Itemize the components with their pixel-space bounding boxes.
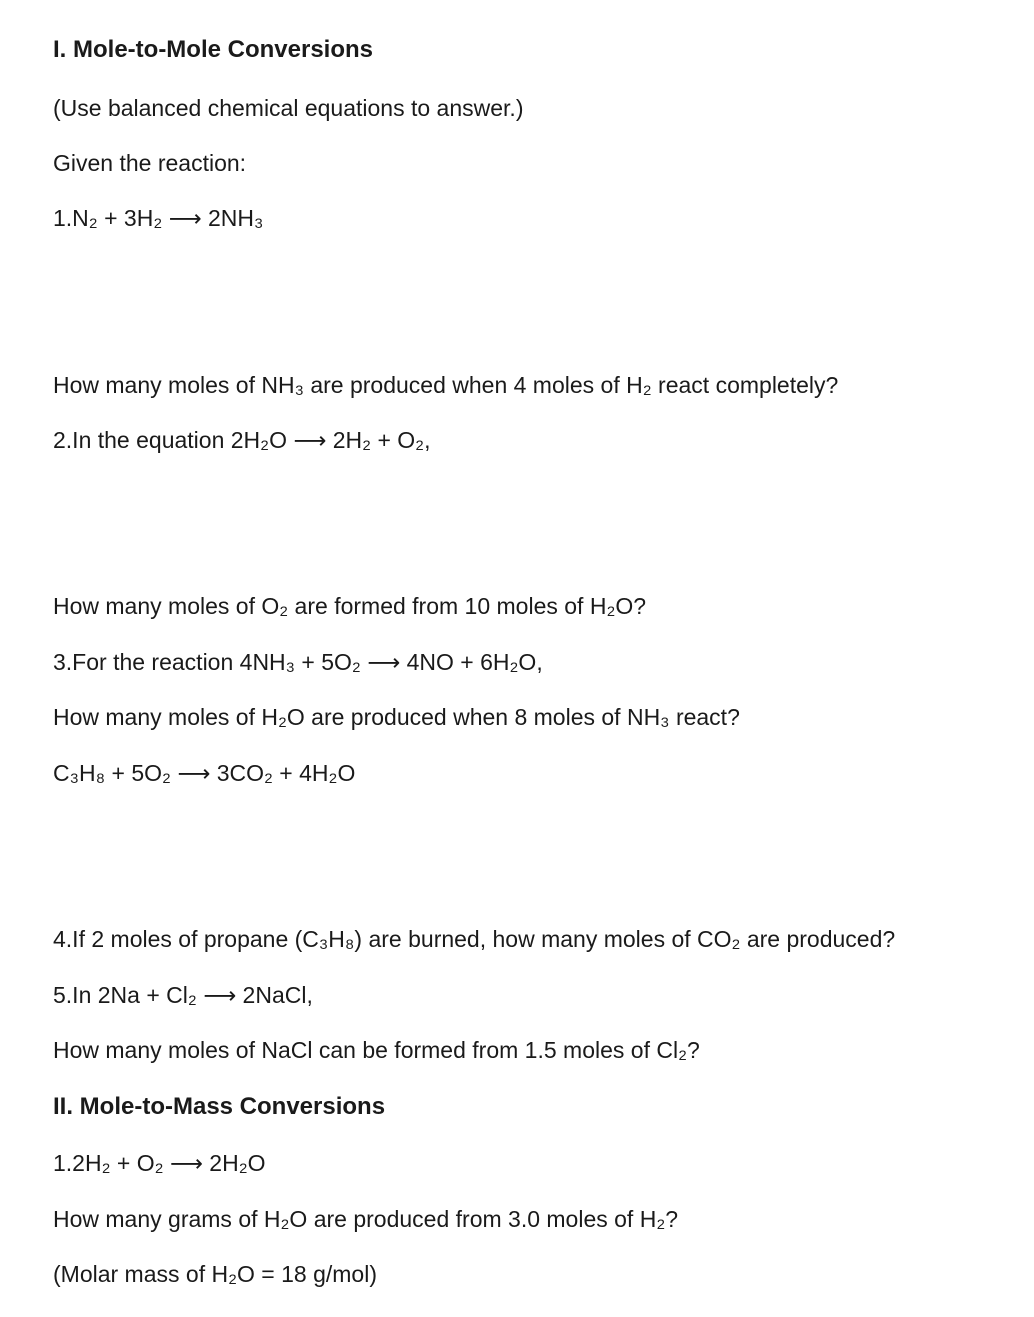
question-5-equation: 5.In 2Na + Cl₂ ⟶ 2NaCl, xyxy=(53,982,313,1008)
molar-mass-note: (Molar mass of H₂O = 18 g/mol) xyxy=(53,1261,377,1287)
question-5-text: How many moles of NaCl can be formed from 1.5 moles of Cl₂? xyxy=(53,1037,700,1063)
question-2-text: How many moles of O₂ are formed from 10 moles of H₂O? xyxy=(53,593,647,619)
instruction-text: (Use balanced chemical equations to answer.) xyxy=(53,95,524,121)
section-2-heading: II. Mole-to-Mass Conversions xyxy=(53,1093,386,1120)
question-2-equation: 2.In the equation 2H₂O ⟶ 2H₂ + O₂, xyxy=(53,427,431,453)
question-1-text: How many moles of NH₃ are produced when 4 moles of H₂ react completely? xyxy=(53,372,839,398)
given-text: Given the reaction: xyxy=(53,150,247,176)
question-4-equation: C₃H₈ + 5O₂ ⟶ 3CO₂ + 4H₂O xyxy=(53,760,356,786)
question-4-text: 4.If 2 moles of propane (C₃H₈) are burned, how many moles of CO₂ are produced? xyxy=(53,926,896,952)
question-3-text: How many moles of H₂O are produced when 8 moles of NH₃ react? xyxy=(53,704,740,730)
question-3-equation: 3.For the reaction 4NH₃ + 5O₂ ⟶ 4NO + 6H₂O, xyxy=(53,649,543,675)
question-1-equation: 1.N₂ + 3H₂ ⟶ 2NH₃ xyxy=(53,205,264,231)
mass-question-1-text: How many grams of H₂O are produced from 3.0 moles of H₂? xyxy=(53,1206,679,1232)
mass-question-1-equation: 1.2H₂ + O₂ ⟶ 2H₂O xyxy=(53,1150,266,1176)
section-1-heading: I. Mole-to-Mole Conversions xyxy=(53,36,374,63)
